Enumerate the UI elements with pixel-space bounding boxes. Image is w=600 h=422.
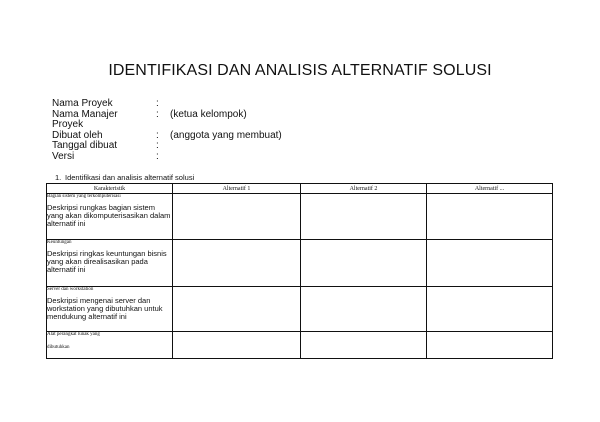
info-row-manager [52, 110, 282, 121]
table-row [47, 332, 553, 359]
table-row [47, 194, 553, 240]
info-colon: : [156, 150, 159, 162]
alternative-cell[interactable] [427, 287, 553, 332]
alternative-cell[interactable] [173, 332, 301, 359]
table-header-row [47, 184, 553, 194]
alternative-cell[interactable] [427, 240, 553, 287]
criteria-cell [47, 194, 173, 240]
alternative-cell[interactable] [301, 332, 427, 359]
column-header: Alternatif 1 [173, 184, 301, 194]
project-info-block [52, 99, 282, 162]
info-colon: : [156, 140, 159, 151]
criteria-description: Deskripsi rungkas bagian sistem yang akan dikomputerisasikan dalam alternatif ini [47, 203, 171, 229]
column-header: Karakteristik [47, 184, 173, 194]
column-header: Alternatif ... [427, 184, 553, 194]
criteria-label: Bagian sistem yang terkomputerisasi [47, 194, 121, 199]
alternative-cell[interactable] [173, 194, 301, 240]
info-label: Versi [52, 150, 75, 162]
alternative-cell[interactable] [301, 194, 427, 240]
criteria-cell [47, 332, 173, 359]
table-row [47, 287, 553, 332]
info-row-date-created [52, 141, 282, 152]
info-row-project [52, 120, 282, 131]
column-header: Alternatif 2 [301, 184, 427, 194]
table-row [47, 240, 553, 287]
info-label: Proyek [52, 119, 84, 130]
alternative-cell[interactable] [301, 287, 427, 332]
info-row-project-name [52, 99, 282, 110]
criteria-label-continued: dibutuhkan [47, 345, 70, 350]
section-heading-text: Identifikasi dan analisis alternatif solusi [65, 173, 195, 182]
info-label: Tanggal dibuat [52, 140, 118, 151]
section-heading [55, 173, 194, 182]
info-value: (anggota yang membuat) [170, 129, 282, 141]
criteria-description: Deskripsi ringkas keuntungan bisnis yang akan direalisasikan pada alternatif ini [47, 249, 167, 275]
info-colon [156, 120, 170, 131]
info-label: Dibuat oleh [52, 129, 103, 141]
info-colon: : [156, 108, 159, 120]
section-number: 1. [55, 173, 62, 182]
criteria-label: Alat perangkat lunak yang [47, 332, 100, 337]
alternative-cell[interactable] [427, 194, 553, 240]
criteria-cell [47, 287, 173, 332]
criteria-cell [47, 240, 173, 287]
document-title: IDENTIFIKASI DAN ANALISIS ALTERNATIF SOLUSI [108, 62, 492, 79]
info-label: Nama Manajer [52, 108, 118, 120]
alternatives-table [46, 183, 553, 359]
criteria-label: Server dan workstation [47, 287, 94, 292]
info-value: (ketua kelompok) [170, 108, 247, 120]
info-colon: : [156, 98, 159, 109]
criteria-description: Deskripsi mengenai server dan workstation yang dibutuhkan untuk mendukung alternatif ini [47, 296, 163, 322]
info-row-version [52, 152, 282, 163]
criteria-label: Keuntungan [47, 240, 72, 245]
info-label: Nama Proyek [52, 98, 113, 109]
alternative-cell[interactable] [427, 332, 553, 359]
alternative-cell[interactable] [173, 287, 301, 332]
alternative-cell[interactable] [173, 240, 301, 287]
alternative-cell[interactable] [301, 240, 427, 287]
info-colon: : [156, 129, 159, 141]
